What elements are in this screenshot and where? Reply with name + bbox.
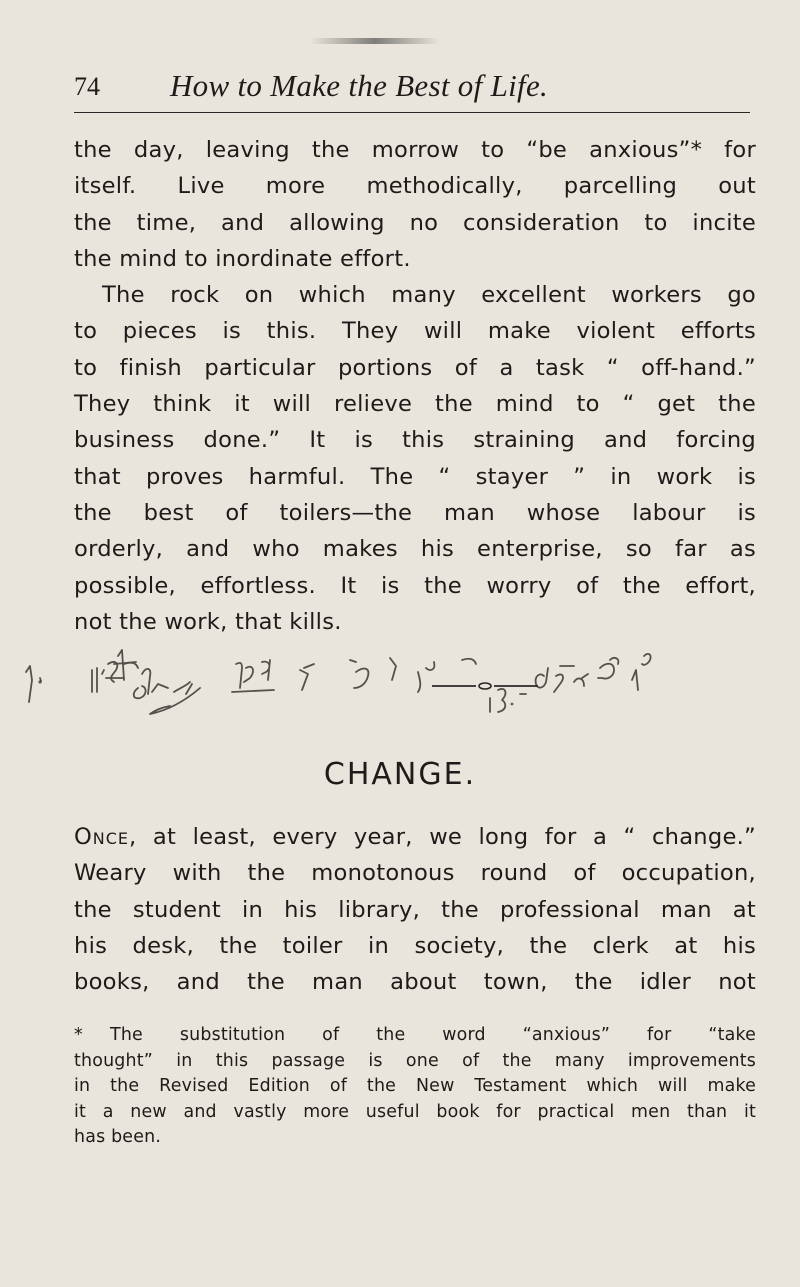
- paragraph-2-line-7: the best of toilers—the man whose labour is: [74, 499, 756, 526]
- body-text-top: [74, 132, 756, 640]
- footnote-marker: *: [74, 1025, 83, 1045]
- top-edge-smudge: [310, 38, 440, 44]
- section-title: CHANGE.: [323, 757, 477, 792]
- change-line-1-rest: , at least, every year, we long for a “ change.”: [129, 824, 756, 850]
- paragraph-2-line-4: They think it will relieve the mind to “ get the: [74, 391, 756, 418]
- footnote-line-4: it a new and vastly more useful book for practical men than it: [74, 1101, 756, 1122]
- running-title: How to Make the Best of Life.: [170, 68, 549, 103]
- first-word: Once: [74, 824, 130, 850]
- change-line-3: the student in his library, the professional man at: [74, 896, 756, 923]
- body-text-change: [74, 819, 756, 1000]
- paragraph-2-line-3: to finish particular portions of a task “ off-hand.”: [74, 354, 756, 381]
- footnote-line-3: in the Revised Edition of the New Testament which will make: [74, 1076, 756, 1097]
- footnote: [74, 1023, 756, 1151]
- change-line-2: Weary with the monotonous round of occupation,: [74, 860, 756, 887]
- section-divider-ornament: [432, 681, 538, 691]
- handwritten-scribbles: [0, 630, 800, 740]
- paragraph-1-line-4: the mind to inordinate effort.: [74, 245, 411, 272]
- paragraph-2-line-1: The rock on which many excellent workers go: [102, 282, 756, 309]
- header-rule: [74, 112, 750, 113]
- paragraph-1-line-3: the time, and allowing no consideration to incite: [74, 209, 756, 236]
- paragraph-2-line-8: orderly, and who makes his enterprise, so far as: [74, 536, 756, 563]
- paragraph-2-line-10: not the work, that kills.: [74, 608, 342, 635]
- paragraph-1-line-2: itself. Live more methodically, parcelling out: [74, 173, 756, 200]
- change-line-5: books, and the man about town, the idler not: [74, 969, 756, 996]
- page-number: 74: [74, 72, 100, 101]
- paragraph-2-line-6: that proves harmful. The “ stayer ” in work is: [74, 463, 756, 490]
- paragraph-2-line-5: business done.” It is this straining and forcing: [74, 427, 756, 454]
- paragraph-1-line-1: the day, leaving the morrow to “be anxious”* for: [74, 137, 756, 163]
- paragraph-2-line-9: possible, effortless. It is the worry of the effort,: [74, 572, 756, 599]
- footnote-line-1-text: The substitution of the word “anxious” for “take: [110, 1025, 756, 1045]
- change-line-1: [74, 819, 756, 855]
- footnote-line-5: has been.: [74, 1127, 162, 1148]
- footnote-line-2: thought” in this passage is one of the many improvements: [74, 1050, 756, 1071]
- footnote-line-1: [74, 1023, 756, 1049]
- change-line-4: his desk, the toiler in society, the clerk at his: [74, 932, 756, 959]
- paragraph-2-line-2: to pieces is this. They will make violent efforts: [74, 318, 756, 345]
- page-header: [74, 66, 754, 106]
